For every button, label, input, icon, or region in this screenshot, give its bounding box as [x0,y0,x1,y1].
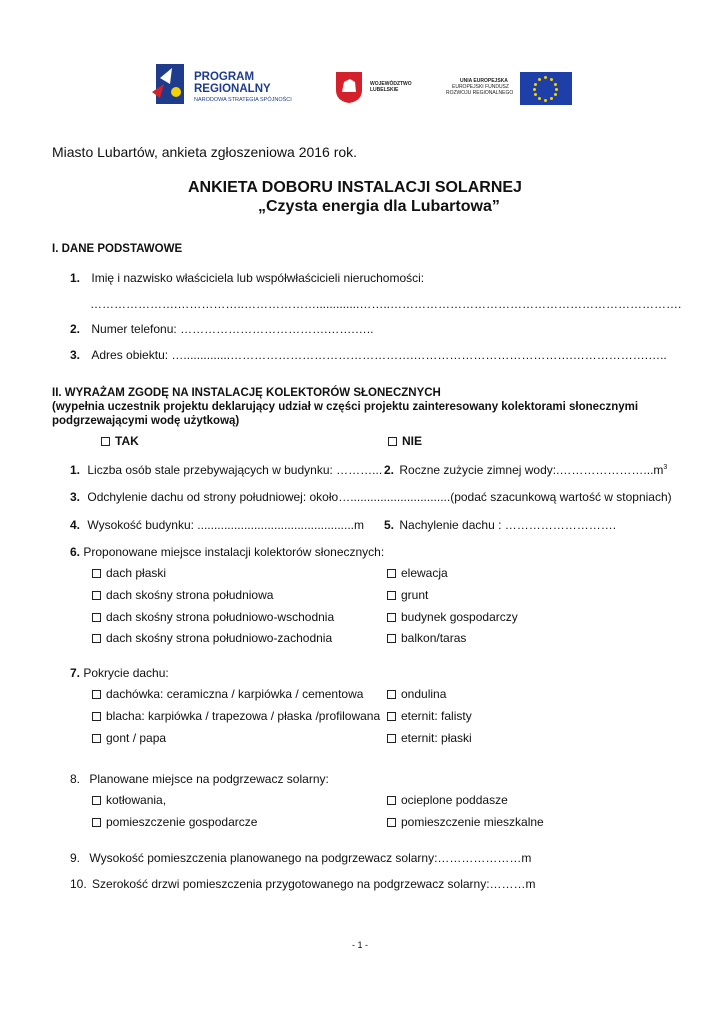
option-living-room[interactable] [387,815,544,829]
checkbox-icon[interactable] [101,437,110,446]
s2-question-5[interactable] [384,518,616,532]
checkbox-icon[interactable] [92,712,101,721]
s2-q1-number: 1. [70,463,81,477]
option-label: ocieplone poddasze [401,793,508,807]
checkbox-icon[interactable] [92,796,101,805]
s2-q6-label: Proponowane miejsce instalacji kolektorów słonecznych: [83,545,385,559]
section-2-heading: II. WYRAŻAM ZGODĘ NA INSTALACJĘ KOLEKTORÓW SŁONECZNYCH [52,387,441,399]
option-eternit-wavy[interactable] [387,709,472,723]
option-utility-room[interactable] [92,815,257,829]
s2-q6-number: 6. [70,545,81,559]
consent-no-label: NIE [402,434,423,448]
address-field[interactable]: Adres obiektu: …..............……………………………………….………………………………….……………….….. [91,348,667,362]
option-label: dachówka: ceramiczna / karpiówka / cementowa [106,687,364,701]
option-flat-roof[interactable] [92,566,166,580]
option-ondulina[interactable] [387,687,446,701]
option-boiler-room[interactable] [92,793,166,807]
checkbox-icon[interactable] [387,734,396,743]
checkbox-icon[interactable] [92,690,101,699]
s1-question-2 [70,322,373,336]
voivodeship-line-2: LUBELSKIE [370,87,399,93]
form-subtitle: „Czysta energia dla Lubartowa” [258,198,500,215]
s2-q2-number: 2. [384,463,395,477]
s2-question-1[interactable] [70,463,382,477]
s1-q2-number: 2. [70,322,81,336]
intro-text: Miasto Lubartów, ankieta zgłoszeniowa 2016 rok. [52,144,358,160]
s1-q1-label: Imię i nazwisko właściciela lub współwłaścicieli nieruchomości: [91,271,425,285]
program-title-line-1: PROGRAM [194,71,255,83]
option-label: eternit: płaski [401,731,472,745]
option-eternit-flat[interactable] [387,731,472,745]
consent-yes-label: TAK [115,434,139,448]
option-shingle[interactable] [92,731,166,745]
option-label: eternit: falisty [401,709,472,723]
s2-q8-number: 8. [70,772,81,786]
s1-question-3 [70,348,667,362]
form-title: ANKIETA DOBORU INSTALACJI SOLARNEJ [188,179,522,196]
option-label: dach skośny strona południowo-zachodnia [106,631,333,645]
s2-q3-number: 3. [70,490,81,504]
s2-q9-number: 9. [70,851,81,865]
door-width-field[interactable]: Szerokość drzwi pomieszczenia przygotowanego na podgrzewacz solarny:………m [92,877,536,891]
option-label: pomieszczenie gospodarcze [106,815,258,829]
s2-question-2[interactable] [384,463,667,477]
s1-question-1 [70,271,424,285]
s2-question-10[interactable] [70,877,536,891]
option-sheet-metal[interactable] [92,709,380,723]
option-label: grunt [401,588,429,602]
option-label: balkon/taras [401,631,467,645]
checkbox-icon[interactable] [388,437,397,446]
s2-q8-label: Planowane miejsce na podgrzewacz solarny: [89,772,329,786]
option-label: dach płaski [106,566,167,580]
option-outbuilding[interactable] [387,610,518,624]
option-facade[interactable] [387,566,448,580]
eu-line-2: EUROPEJSKI FUNDUSZ [452,84,509,90]
checkbox-icon[interactable] [387,712,396,721]
option-label: gont / papa [106,731,167,745]
checkbox-icon[interactable] [387,569,396,578]
program-subtitle: NARODOWA STRATEGIA SPÓJNOŚCI [194,97,292,103]
option-pitched-southeast[interactable] [92,610,334,624]
option-pitched-southwest[interactable] [92,631,332,645]
lubelskie-coat-of-arms-icon [334,70,364,104]
checkbox-icon[interactable] [92,591,101,600]
consent-yes-option[interactable] [101,434,139,448]
s1-q3-number: 3. [70,348,81,362]
eu-flag-icon [520,72,572,105]
option-label: budynek gospodarczy [401,610,518,624]
logo-bar [0,62,724,122]
s2-q5-number: 5. [384,518,395,532]
checkbox-icon[interactable] [92,818,101,827]
s2-question-6 [70,545,384,559]
program-title-line-2: REGIONALNY [194,83,271,95]
checkbox-icon[interactable] [387,818,396,827]
checkbox-icon[interactable] [387,634,396,643]
section-2-note-line-1: (wypełnia uczestnik projektu deklarujący udział w części projektu zainteresowany kolektorami słonecznymi [52,401,639,413]
s2-q4-number: 4. [70,518,81,532]
roof-deviation-field[interactable]: Odchylenie dachu od strony południowej: około…..............................(podać szacunkową wartość w stopniach) [87,490,672,504]
option-label: elewacja [401,566,448,580]
name-field[interactable]: ………………….……………..……………….............……..………………………………………………………………. [90,297,682,311]
checkbox-icon[interactable] [92,734,101,743]
option-balcony[interactable] [387,631,466,645]
checkbox-icon[interactable] [387,613,396,622]
s2-q7-label: Pokrycie dachu: [83,666,169,680]
checkbox-icon[interactable] [92,613,101,622]
eu-line-3: ROZWOJU REGIONALNEGO [446,90,514,96]
section-1-heading: I. DANE PODSTAWOWE [52,243,183,255]
s2-question-4[interactable] [70,518,364,532]
checkbox-icon[interactable] [387,796,396,805]
option-ground[interactable] [387,588,428,602]
s2-question-8 [70,772,329,786]
checkbox-icon[interactable] [92,569,101,578]
cubic-superscript: 3 [663,464,668,471]
consent-no-option[interactable] [388,434,422,448]
option-insulated-attic[interactable] [387,793,508,807]
section-2-note-line-2: podgrzewającymi wodę użytkową) [52,415,240,427]
option-label: pomieszczenie mieszkalne [401,815,544,829]
checkbox-icon[interactable] [387,690,396,699]
s1-q1-number: 1. [70,271,81,285]
option-label: ondulina [401,687,447,701]
phone-field[interactable]: Numer telefonu: ……………………………….…….….. [91,322,374,336]
room-height-field[interactable]: Wysokość pomieszczenia planowanego na podgrzewacz solarny:…………………m [89,851,532,865]
s2-question-3[interactable] [70,490,672,504]
roof-slope-field[interactable]: Nachylenie dachu : ………………………. [399,518,617,532]
option-label: dach skośny strona południowo-wschodnia [106,610,335,624]
checkbox-icon[interactable] [387,591,396,600]
eu-line-1: UNIA EUROPEJSKA [460,78,508,84]
occupants-field[interactable]: Liczba osób stale przebywających w budynku: ………... [87,463,383,477]
s2-q10-number: 10. [70,877,87,891]
building-height-field[interactable]: Wysokość budynku: ...............................................m [87,518,364,532]
voivodeship-line-1: WOJEWÓDZTWO [370,81,412,87]
option-roof-tile[interactable] [92,687,363,701]
s2-q7-number: 7. [70,666,81,680]
s2-question-7 [70,666,169,680]
option-label: blacha: karpiówka / trapezowa / płaska /profilowana [106,709,381,723]
s2-question-9[interactable] [70,851,531,865]
option-pitched-south[interactable] [92,588,273,602]
page-number: - 1 - [352,940,369,950]
option-label: dach skośny strona południowa [106,588,274,602]
water-usage-field[interactable]: Roczne zużycie zimnej wody:.…………………...m [399,463,664,477]
program-regionalny-logo-icon [150,62,190,108]
option-label: kotłowania, [106,793,167,807]
checkbox-icon[interactable] [92,634,101,643]
